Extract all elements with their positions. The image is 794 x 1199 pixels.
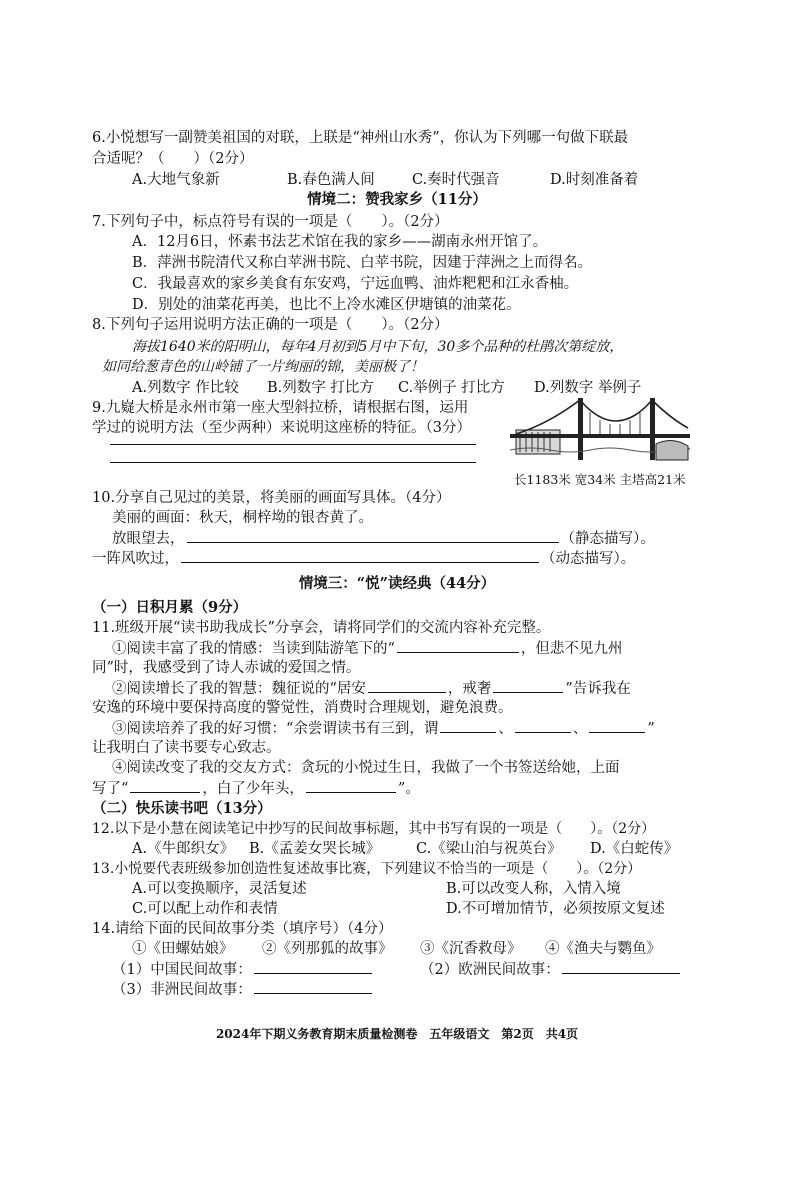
q7-stem: 7.下列句子中，标点符号有误的一项是（ ）。（2分） xyxy=(92,214,449,230)
q8-option-c: C.举例子 打比方 xyxy=(398,380,505,396)
q11-blank-7[interactable] xyxy=(130,778,200,793)
q11-item3-line2: 让我明白了读书要专心致志。 xyxy=(92,740,281,756)
q6-option-b: B.春色满人间 xyxy=(287,172,375,188)
q8-option-b: B.列数字 打比方 xyxy=(267,380,374,396)
q11-item3-line1 xyxy=(112,718,655,739)
q11-item3-text: ③阅读培养了我的好习惯：“余尝谓读书有三到，谓 xyxy=(112,721,439,737)
q9-answer-line-1[interactable] xyxy=(110,444,476,445)
q14-european-label: （2）欧洲民间故事： xyxy=(420,962,560,978)
q14-chinese-line xyxy=(112,959,374,980)
part1-title: （一）日积月累（9分） xyxy=(92,599,248,616)
q11-item3-sep-2: 、 xyxy=(572,721,588,737)
q11-item4-text-3: ”。 xyxy=(397,781,420,797)
q6-option-a: A.大地气象新 xyxy=(132,172,220,188)
q7-option-a: A．12月6日，怀素书法艺术馆在我的家乡——湖南永州开馆了。 xyxy=(132,234,548,250)
q13-option-d: D.不可增加情节，必须按原文复述 xyxy=(446,901,665,917)
q11-item3-sep-1: 、 xyxy=(498,721,513,737)
q9-stem-line1: 9.九嶷大桥是永州市第一座大型斜拉桥，请根据右图，运用 xyxy=(92,400,469,416)
q12-option-c: C.《梁山泊与祝英台》 xyxy=(416,841,562,857)
q14-african-blank[interactable] xyxy=(254,979,372,994)
q12-stem: 12.以下是小慧在阅读笔记中抄写的民间故事标题，其中书写有误的一项是（ ）。（2分） xyxy=(92,821,656,837)
q11-item2-line2: 安逸的环境中要保持高度的警觉性，消费时合理规划，避免浪费。 xyxy=(92,700,513,716)
q11-blank-1[interactable] xyxy=(397,638,519,653)
q6-stem-line2: 合适呢？（ ）（2分） xyxy=(92,151,254,167)
q8-option-d: D.列数字 举例子 xyxy=(534,380,642,396)
q10-static-end: （静态描写）。 xyxy=(560,531,655,547)
q6-option-d: D.时刻准备着 xyxy=(550,172,639,188)
part2-title: （二）快乐读书吧（13分） xyxy=(92,800,272,817)
q11-item2-text-3: ”告诉我在 xyxy=(565,681,631,697)
q11-blank-2[interactable] xyxy=(368,678,446,693)
q14-european-blank[interactable] xyxy=(562,959,680,974)
q11-item4-line1: ④阅读改变了我的交友方式：贪玩的小悦过生日，我做了一个书签送给她，上面 xyxy=(112,760,620,776)
q11-item2-line1 xyxy=(112,678,631,699)
q13-stem: 13.小悦要代表班级参加创造性复述故事比赛，下列建议不恰当的一项是（ ）。（2分） xyxy=(92,861,642,877)
q10-static-blank[interactable] xyxy=(187,528,559,543)
q8-option-a: A.列数字 作比较 xyxy=(132,380,239,396)
q14-item-3: ③《沉香救母》 xyxy=(420,941,522,957)
q10-stem: 10.分享自己见过的美景，将美丽的画面写具体。（4分） xyxy=(92,490,451,506)
q8-quote-line1: 海拔1640米的阳明山，每年4月初到5月中下旬，30多个品种的杜鹃次第绽放， xyxy=(132,339,624,355)
q13-option-b: B.可以改变人称，入情入境 xyxy=(446,881,621,897)
q11-item1-line2: 同”时，我感受到了诗人赤诚的爱国之情。 xyxy=(92,660,361,676)
q14-african-line xyxy=(112,979,374,1000)
q11-blank-6[interactable] xyxy=(589,718,645,733)
q11-item1-text-2: ，但悲不见九州 xyxy=(520,641,623,657)
q10-dynamic-line xyxy=(92,548,635,569)
q6-stem-line1: 6.小悦想写一副赞美祖国的对联，上联是“神州山水秀”，你认为下列哪一句做下联最 xyxy=(92,130,629,146)
q11-blank-5[interactable] xyxy=(515,718,571,733)
q14-stem: 14.请给下面的民间故事分类（填序号）（4分） xyxy=(92,921,393,937)
q14-item-2: ②《列那狐的故事》 xyxy=(262,941,393,957)
q13-option-c: C.可以配上动作和表情 xyxy=(132,901,278,917)
section2-title: 情境二：赞我家乡（11分） xyxy=(307,191,487,208)
q10-static-start: 放眼望去， xyxy=(112,531,185,547)
q14-item-1: ①《田螺姑娘》 xyxy=(132,941,234,957)
q7-option-c: C．我最喜欢的家乡美食有东安鸡，宁远血鸭、油炸粑粑和江永香柚。 xyxy=(132,276,579,292)
q8-quote-line2: 如同给葱青色的山岭铺了一片绚丽的锦，美丽极了！ xyxy=(102,359,424,375)
q12-option-b: B.《孟姜女哭长城》 xyxy=(249,841,381,857)
q14-african-label: （3）非洲民间故事： xyxy=(112,982,252,998)
q11-item2-text: ②阅读增长了我的智慧：魏征说的“居安 xyxy=(112,681,366,697)
q11-item4-text: 写了“ xyxy=(92,781,129,797)
q11-item4-text-2: ，白了少年头， xyxy=(202,781,304,797)
q11-item3-text-2: ” xyxy=(647,721,655,737)
q9-answer-line-2[interactable] xyxy=(110,462,476,463)
q11-item1-text: ①阅读丰富了我的情感：当读到陆游笔下的“ xyxy=(112,641,395,657)
q12-option-d: D.《白蛇传》 xyxy=(590,841,679,857)
q9-stem-line2: 学过的说明方法（至少两种）来说明这座桥的特征。（3分） xyxy=(92,420,471,436)
q10-scene: 美丽的画面：秋天，桐梓坳的银杏黄了。 xyxy=(112,510,373,526)
q11-item4-line2 xyxy=(92,778,420,799)
q11-item1-line1 xyxy=(112,638,622,659)
q7-option-b: B．萍洲书院清代又称白苹洲书院、白苹书院，因建于萍洲之上而得名。 xyxy=(132,255,593,271)
q14-european-line xyxy=(420,959,682,980)
q11-blank-8[interactable] xyxy=(306,778,396,793)
q8-stem: 8.下列句子运用说明方法正确的一项是（ ）。（2分） xyxy=(92,317,449,333)
q7-option-d: D．别处的油菜花再美，也比不上冷水滩区伊塘镇的油菜花。 xyxy=(132,297,521,313)
q10-dynamic-start: 一阵风吹过， xyxy=(92,551,179,567)
q13-option-a: A.可以变换顺序，灵活复述 xyxy=(132,881,307,897)
q12-option-a: A.《牛郎织女》 xyxy=(132,841,235,857)
page-footer: 2024年下期义务教育期末质量检测卷 五年级语文 第2页 共4页 xyxy=(215,1027,579,1041)
q10-dynamic-blank[interactable] xyxy=(181,548,539,563)
q11-item2-text-2: ，戒奢 xyxy=(447,681,492,697)
q14-chinese-label: （1）中国民间故事： xyxy=(112,962,252,978)
bridge-caption: 长1183米 宽34米 主塔高21米 xyxy=(514,472,686,487)
q6-option-c: C.奏时代强音 xyxy=(412,172,500,188)
q11-stem: 11.班级开展“读书助我成长”分享会，请将同学们的交流内容补充完整。 xyxy=(92,620,551,636)
section3-title: 情境三：“悦”读经典（44分） xyxy=(298,575,496,592)
q10-static-line xyxy=(112,528,655,549)
q14-item-4: ④《渔夫与鹦鱼》 xyxy=(545,941,661,957)
q11-blank-4[interactable] xyxy=(440,718,496,733)
q10-dynamic-end: （动态描写）。 xyxy=(541,551,636,567)
bridge-illustration xyxy=(510,394,690,464)
q14-chinese-blank[interactable] xyxy=(254,959,372,974)
q11-blank-3[interactable] xyxy=(493,678,563,693)
